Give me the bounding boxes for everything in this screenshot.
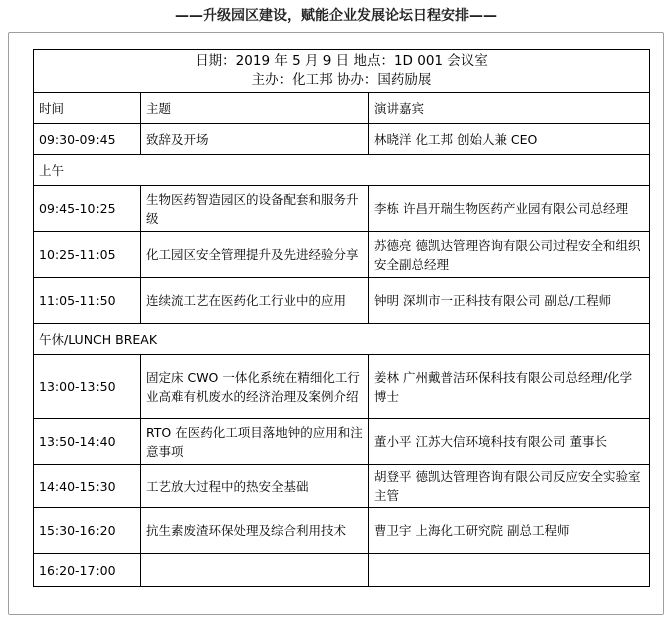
- session-speaker: 胡登平 德凯达管理咨询有限公司反应安全实验室主管: [369, 465, 650, 508]
- session-time: 09:45-10:25: [34, 186, 141, 232]
- session-speaker: [369, 554, 650, 587]
- session-time: 13:00-13:50: [34, 355, 141, 419]
- table-row: [34, 419, 650, 465]
- session-topic: 致辞及开场: [141, 124, 369, 155]
- table-row: [34, 278, 650, 324]
- table-row: [34, 554, 650, 587]
- event-info-row: [34, 50, 650, 93]
- session-time: 14:40-15:30: [34, 465, 141, 508]
- session-speaker: 林晓洋 化工邦 创始人兼 CEO: [369, 124, 650, 155]
- table-row: [34, 355, 650, 419]
- session-topic: 化工园区安全管理提升及先进经验分享: [141, 232, 369, 278]
- session-speaker: 钟明 深圳市一正科技有限公司 副总/工程师: [369, 278, 650, 324]
- session-speaker: 董小平 江苏大信环境科技有限公司 董事长: [369, 419, 650, 465]
- session-speaker: 曹卫宇 上海化工研究院 副总工程师: [369, 508, 650, 554]
- session-time: 11:05-11:50: [34, 278, 141, 324]
- section-row-lunch: [34, 324, 650, 355]
- schedule-table: [33, 49, 650, 587]
- session-time: 09:30-09:45: [34, 124, 141, 155]
- session-topic: RTO 在医药化工项目落地钟的应用和注意事项: [141, 419, 369, 465]
- event-info: [34, 50, 650, 93]
- header-topic: 主题: [141, 93, 369, 124]
- session-time: 15:30-16:20: [34, 508, 141, 554]
- table-row: [34, 508, 650, 554]
- session-topic: 抗生素废渣环保处理及综合利用技术: [141, 508, 369, 554]
- table-row: [34, 232, 650, 278]
- session-topic: 工艺放大过程中的热安全基础: [141, 465, 369, 508]
- session-speaker: 姜林 广州戴普洁环保科技有限公司总经理/化学博士: [369, 355, 650, 419]
- session-topic: 连续流工艺在医药化工行业中的应用: [141, 278, 369, 324]
- session-speaker: 李栋 许昌开瑞生物医药产业园有限公司总经理: [369, 186, 650, 232]
- section-row-morning: [34, 155, 650, 186]
- event-organizers: 主办：化工邦 协办：国药励展: [251, 72, 432, 88]
- session-time: 16:20-17:00: [34, 554, 141, 587]
- session-speaker: 苏德亮 德凯达管理咨询有限公司过程安全和组织安全副总经理: [369, 232, 650, 278]
- session-time: 10:25-11:05: [34, 232, 141, 278]
- session-topic: 生物医药智造园区的设备配套和服务升级: [141, 186, 369, 232]
- page-title: ——升级园区建设，赋能企业发展论坛日程安排——: [175, 8, 497, 24]
- session-topic: [141, 554, 369, 587]
- header-speaker: 演讲嘉宾: [369, 93, 650, 124]
- table-row: [34, 186, 650, 232]
- session-topic: 固定床 CWO 一体化系统在精细化工行业高难有机废水的经济治理及案例介绍: [141, 355, 369, 419]
- section-label: 午休/LUNCH BREAK: [34, 324, 650, 355]
- table-row: [34, 124, 650, 155]
- header-time: 时间: [34, 93, 141, 124]
- session-time: 13:50-14:40: [34, 419, 141, 465]
- section-label: 上午: [34, 155, 650, 186]
- table-header-row: [34, 93, 650, 124]
- event-date-location: 日期：2019 年 5 月 9 日 地点：1D 001 会议室: [195, 53, 488, 69]
- table-row: [34, 465, 650, 508]
